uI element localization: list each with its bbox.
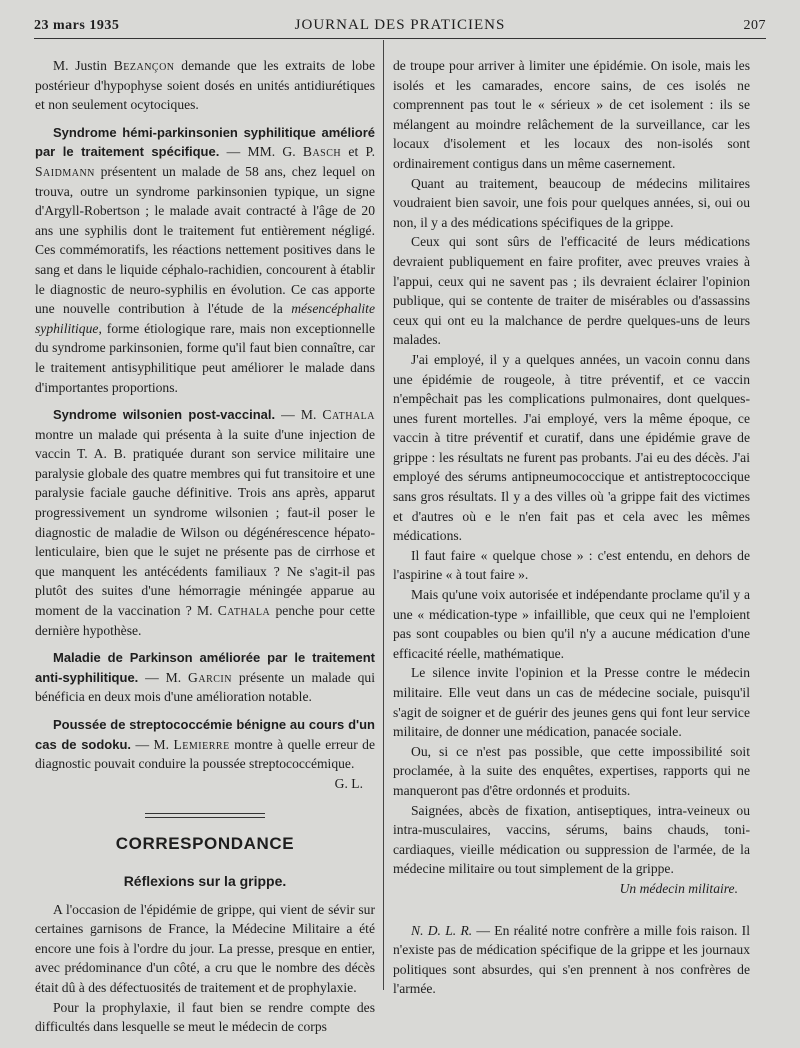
- page-number: 207: [743, 18, 766, 33]
- right-paragraph-6: Mais qu'une voix autorisée et indépendante proclame qu'il y a une « médication-type » infaillible, que ceux qui ne l'emploient pas sont coupables ou bien qu'il n'y a aucune médication d'une efficacité réelle, mathématique.: [393, 587, 750, 661]
- ornament-rule: [145, 813, 265, 818]
- right-paragraph-3: Ceux qui sont sûrs de l'efficacité de leurs médications devraient publiquement en faire profiter, avec preuves vraies à l'appui, ceux qui ne savent pas ; ils devraient éclairer l'opinion publique, qui se contente de traiter de misérables ou d'assassins ceux qui ont eu la malchance de perdre quelques-uns de leurs malades.: [393, 234, 750, 348]
- article-title: Réflexions sur la grippe.: [123, 872, 287, 889]
- right-paragraph-8: Ou, si ce n'est pas possible, que cette impossibilité soit proclamée, à la suite des enquêtes, expertises, rapports qui ne manqueront pas d'être ordonnés et produits.: [393, 743, 750, 798]
- ndlr-note: N. D. L. R. — En réalité notre confrère a mille fois raison. Il n'existe pas de médication spécifique de la grippe et les journaux politiques sont absurdes, qui s'en prennent à nos confrères de l'armée.: [393, 922, 750, 997]
- right-paragraph-2: Quant au traitement, beaucoup de médecins militaires voudraient bien savoir, une fois pour quelques années, si, oui ou non, il y a des médications spécifiques de la grippe.: [393, 175, 750, 230]
- section-wilsonien: Syndrome wilsonien post-vaccinal. — M. Cathala montre un malade qui présenta à la suite d'une injection de vaccin T. A. B. pratiquée durant son service militaire une paralysie globale des quatre membres qui fut transitoire et une paralysie faciale gauche définitive. Trois ans après, apparut progressivement un syndrome wilsonien ; faut-il poser le diagnostic de maladie de Wilson ou dégénérescence hépato-lenticulaire, bien que le sujet ne présente pas de cirrhose et que manquent les antécédents familiaux ? Ne s'agit-il pas plutôt des suites d'une hémorragie méningée apparue au moment de la vaccination ? M. Cathala penche pour cette dernière hypothèse.: [35, 407, 375, 638]
- section-streptococcemie: Poussée de streptococcémie bénigne au cours d'un cas de sodoku. — M. Lemierre montre à quelle erreur de diagnostic pouvait conduire la poussée streptococcémique.: [35, 717, 376, 772]
- right-paragraph-7: Le silence invite l'opinion et la Presse contre le médecin militaire. Elle veut dans un cas de médecine sociale, puisqu'il s'agit de soigner et de guérir des jeunes gens qui font leur service militaire, de donner une médication, panacée sociale.: [393, 665, 750, 740]
- section-parkinson: Maladie de Parkinson améliorée par le traitement anti-syphilitique. — M. Garcin présente un malade qui bénéficia en deux mois d'une amélioration notable.: [35, 650, 375, 705]
- header-rule: [34, 38, 766, 39]
- right-paragraph-1: de troupe pour arriver à limiter une épidémie. On isole, mais les isolés et les camarades, encore sains, de ces isolés ne comprennent pas tout le « sérieux » de cet isolement : ils se mélangent au moindre relâchement de la surveillance, car les locaux d'isolement et les locaux des non-isolés sont ordinairement contigus dans un même casernement.: [393, 58, 750, 171]
- ndlr-label: N. D. L. R.: [411, 922, 473, 938]
- correspondance-heading: CORRESPONDANCE: [115, 834, 295, 854]
- issue-date: 23 mars 1935: [34, 18, 120, 33]
- signature: G. L.: [334, 775, 363, 791]
- article-paragraph-2: Pour la prophylaxie, il faut bien se rendre compte des difficultés dans lesquelle se meut le médecin de corps: [35, 999, 375, 1035]
- right-paragraph-9: Saignées, abcès de fixation, antiseptiques, intra-veineux ou intra-musculaires, vaccins, sérums, bains chauds, toni-cardiaques, vieille médication ou suppression de l'armée, de la médecine militaire ou tout simplement de la grippe.: [393, 802, 750, 877]
- section-hemi-parkinsonien: Syndrome hémi-parkinsonien syphilitique amélioré par le traitement spécifique. — MM. G. Basch et P. Saidmann présentent un malade de 58 ans, chez lequel on trouva, outre un syndrome parkinsonien typique, un signe d'Argyll-Robertson ; le malade avait contracté à l'âge de 20 ans une syphilis dont le traitement fut entièrement négligé. Ces commémoratifs, les réactions nettement positives dans le sang et dans le liquide céphalo-rachidien, concourent à établir le diagnostic de neuro-syphilis en évolution. Ce cas apporte une nouvelle contribution à l'étude de la mésencéphalite syphilitique, forme étiologique rare, mais non exceptionnelle du syndrome parkinsonien, forme qu'il faut bien connaître, car le traitement antisyphilitique peut améliorer le malade dans d'importantes proportions.: [35, 124, 375, 395]
- page-header: [34, 14, 766, 36]
- right-paragraph-4: J'ai employé, il y a quelques années, un vacoin connu dans une épidémie de rougeole, à titre préventif, et ce vaccin n'empêchait pas les complications pulmonaires, dont quelques-unes furent mortelles. J'ai employé, vers la même époque, ce vaccin à titre préventif et curatif, dans une épidémie grave de grippe : les résultats ne furent pas probants. J'ai eu des décès. J'ai employé des sérums antipneumococcique et antistreptococcique sans gros résultats. Il y a des villes où 'a grippe fait des victimes et d'autres où e le n'en fait pas et cela avec les mêmes médications.: [393, 351, 750, 544]
- article-paragraph-1: A l'occasion de l'épidémie de grippe, qui vient de sévir sur certaines garnisons de France, la Médecine Militaire a été encore une fois à l'ordre du jour. La presse, presque en entier, avec prédominance d'un côté, a cru que le nombre des décès était dû à des défectuosités de traitement et de prophylaxie.: [35, 901, 375, 995]
- right-paragraph-5: Il faut faire « quelque chose » : c'est entendu, en dehors de l'aspirine « à tout faire ».: [393, 547, 750, 583]
- article-author: Un médecin militaire.: [619, 880, 738, 896]
- journal-title: JOURNAL DES PRATICIENS: [294, 17, 506, 33]
- right-column: [393, 56, 750, 999]
- bezancon-paragraph: M. Justin Bezançon demande que les extraits de lobe postérieur d'hypophyse soient dosés en unités antidiurétiques et non seulement ocytociques.: [35, 58, 375, 113]
- left-column: [35, 56, 375, 1037]
- column-divider: [383, 40, 384, 990]
